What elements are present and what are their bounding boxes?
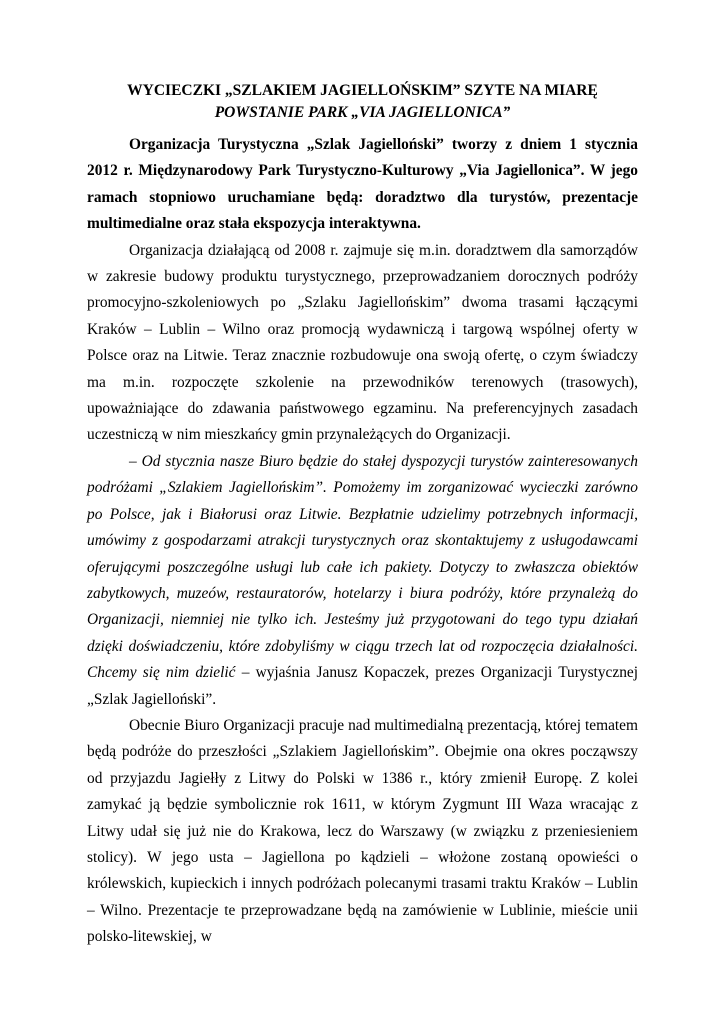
document-title: WYCIECZKI „SZLAKIEM JAGIELLOŃSKIM” SZYTE NA MIARĘ <box>127 82 598 99</box>
paragraph-quote <box>87 449 638 713</box>
paragraph-presentation: Obecnie Biuro Organizacji pracuje nad multimedialną prezentacją, której tematem będą podróże do przeszłości „Szlakiem Jagiellońskim”. Obejmie ona okres począwszy od przyjazdu Jagiełły z Litwy do Polski w 1386 r., który zmienił Europę. Z kolei zamykać ją będzie symbolicznie rok 1611, w którym Zygmunt III Waza wracając z Litwy udał się już nie do Krakowa, lecz do Warszawy (w związku z przeniesieniem stolicy). W jego usta – Jagiellona po kądzieli – włożone zostaną opowieści o królewskich, kupieckich i innych podróżach polecanymi trasami traktu Kraków – Lublin – Wilno. Prezentacje te przeprowadzane będą na zamówienie w Lublinie, mieście unii polsko-litewskiej, w <box>87 716 638 946</box>
document-subtitle: POWSTANIE PARK „VIA JAGIELLONICA” <box>214 104 511 121</box>
lead-paragraph: Organizacja Turystyczna „Szlak Jagielloński” tworzy z dniem 1 stycznia 2012 r. Międzynarodowy Park Turystyczno-Kulturowy „Via Jagiellonica”. W jego ramach stopniowo uruchamiane będą: doradztwo dla turystów, prezentacje multimedialne oraz stała ekspozycja interaktywna. <box>87 136 638 233</box>
quote-text: – Od stycznia nasze Biuro będzie do stałej dyspozycji turystów zainteresowanych podróżami „Szlakiem Jagiellońskim”. Pomożemy im zorganizować wycieczki zarówno po Polsce, jak i Białorusi oraz Litwie. Bezpłatnie udzielimy potrzebnych informacji, umówimy z gospodarzami atrakcji turystycznych oraz skontaktujemy z usługodawcami oferującymi poszczególne usługi lub całe ich pakiety. Dotyczy to zwłaszcza obiektów zabytkowych, muzeów, restauratorów, hotelarzy i biura podróży, które przynależą do Organizacji, niemniej nie tylko ich. Jesteśmy już przygotowani do tego typu działań dzięki doświadczeniu, które zdobyliśmy w ciągu trzech lat od rozpoczęcia działalności. Chcemy się nim dzielić <box>87 452 638 682</box>
quote-attribution: – wyjaśnia Janusz Kopaczek, prezes Organizacji Turystycznej „Szlak Jagielloński”. <box>87 664 638 708</box>
paragraph-organization: Organizacja działającą od 2008 r. zajmuje się m.in. doradztwem dla samorządów w zakresie budowy produktu turystycznego, przeprowadzaniem dorocznych podróży promocyjno-szkoleniowych po „Szlaku Jagiellońskim” dwoma trasami łączącymi Kraków – Lublin – Wilno oraz promocją wydawniczą i targową wspólnej oferty w Polsce oraz na Litwie. Teraz znacznie rozbudowuje ona swoją ofertę, o czym świadczy ma m.in. rozpoczęte szkolenie na przewodników terenowych (trasowych), upoważniające do zdawania państwowego egzaminu. Na preferencyjnych zasadach uczestniczą w nim mieszkańcy gmin przynależących do Organizacji. <box>87 241 638 444</box>
document-page <box>87 80 638 951</box>
